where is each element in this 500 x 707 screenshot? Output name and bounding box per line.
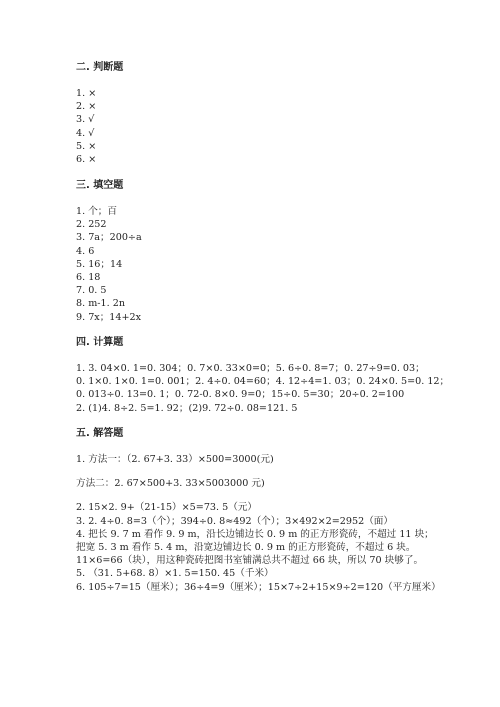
section-title: 二. 判断题 — [76, 62, 124, 73]
section-title: 五. 解答题 — [76, 428, 124, 439]
item-list — [76, 87, 123, 166]
solution-method-1: 1. 方法一：（2. 67+3. 33）×500=3000(元) — [76, 454, 274, 465]
section-judgment — [76, 58, 123, 166]
list-item: 1. × — [76, 88, 97, 99]
list-item: 6. 18 — [76, 272, 101, 284]
list-item: 4. 6 — [76, 245, 95, 257]
solution-item: 3. 2. 4÷0. 8=3（个）；394÷0. 8≈492（个）；3×492×2=2952（面） — [76, 515, 393, 527]
section-title: 四. 计算题 — [76, 337, 124, 348]
calc-line: 0. 013÷0. 13=0. 1；0. 72-0. 8×0. 9=0；15÷0. 5=30；20÷0. 2=100 — [76, 389, 405, 401]
section-fill-blank — [76, 176, 142, 324]
item-list — [76, 205, 142, 324]
list-item: 2. × — [76, 101, 97, 113]
list-item: 5. × — [76, 140, 97, 152]
list-item: 4. √ — [76, 127, 95, 139]
calc-line: 2. (1)4. 8÷2. 5=1. 92；(2)9. 72÷0. 08=121. 5 — [76, 402, 298, 414]
calc-line: 0. 1×0. 1×0. 1=0. 001；2. 4÷0. 04=60；4. 12÷4=1. 03；0. 24×0. 5=0. 12； — [76, 376, 450, 388]
calc-line: 1. 3. 04×0. 1=0. 304；0. 7×0. 33×0=0；5. 6÷0. 8=7；0. 27÷9=0. 03； — [76, 363, 425, 374]
list-item: 3. √ — [76, 114, 95, 126]
section-calculation — [76, 333, 449, 415]
solution-item: 2. 15×2. 9+（21-15）×5=73. 5（元） — [76, 502, 258, 514]
section-title: 三. 填空题 — [76, 180, 124, 191]
solution-item: 5. （31. 5+68. 8）×1. 5=150. 45（千米） — [76, 568, 274, 580]
list-item: 3. 7a；200÷a — [76, 232, 142, 244]
list-item: 2. 252 — [76, 219, 107, 231]
solution-list — [76, 501, 441, 593]
list-item: 7. 0. 5 — [76, 285, 107, 297]
solution-method-2: 方法二：2. 67×500+3. 33×5003000 元) — [76, 478, 265, 490]
list-item: 6. × — [76, 154, 97, 166]
section-solutions — [76, 424, 441, 594]
list-item: 9. 7x；14+2x — [76, 311, 142, 323]
calc-lines — [76, 362, 449, 415]
list-item: 5. 16；14 — [76, 258, 123, 270]
list-item: 8. m-1. 2n — [76, 298, 126, 310]
list-item: 1. 个；百 — [76, 206, 117, 217]
solution-item: 4. 把长 9. 7 m 看作 9. 9 m，沿长边铺边长 0. 9 m 的正方形瓷砖，不超过 11 块；把宽 5. 3 m 看作 5. 4 m，沿宽边铺边长 0. 9 m 的正方形瓷砖，不超过 6 块。11×6=66（块），用这种瓷砖把图书室铺满总共不超过 66 块，所以 70 块够了。 — [76, 528, 434, 567]
solution-item: 6. 105÷7=15（厘米）；36÷4=9（厘米）；15×7÷2+15×9÷2=120（平方厘米） — [76, 581, 441, 593]
